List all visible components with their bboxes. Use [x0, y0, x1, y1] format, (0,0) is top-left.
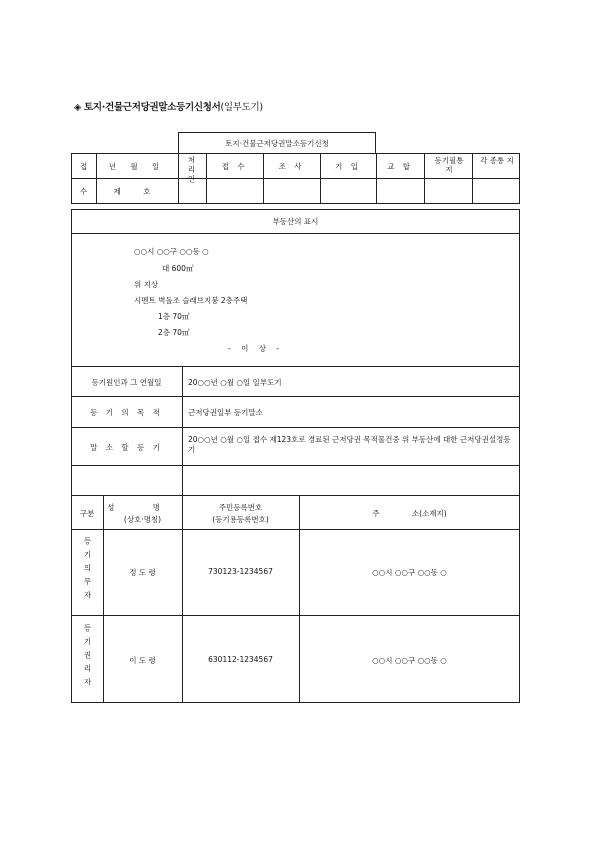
title-main: ◈ 토지·건물근저당권말소등기신청서: [74, 102, 221, 113]
col-deunggi-tongji: 등기필통 지: [434, 156, 464, 174]
cancel-value: 20○○년 ○월 ○일 접수 제123호로 경료된 근저당권 목적물건중 위 부동산에 대한 근저당권설정등기: [188, 435, 511, 454]
su-label: 수: [80, 187, 88, 196]
header-id: 주민등록번호: [218, 503, 263, 512]
header-gubun: 구분: [79, 509, 95, 518]
header-name-sub: (상호·명칭): [123, 515, 162, 524]
col-giip: 기 입: [335, 162, 361, 171]
col-gyohap: 교 합: [387, 162, 413, 171]
property-line-6: 2층 70㎡: [158, 328, 190, 337]
title-sub: (일부도기): [220, 102, 263, 113]
obligor-label: 등기의무자: [83, 537, 92, 605]
cancel-label: 말 소 할 등 기: [90, 443, 163, 452]
obligor-name: 정 도 령: [129, 568, 156, 577]
purpose-value: 근저당권일부 등기말소: [188, 408, 263, 417]
form-name: 토지·건물근저당권말소등기신청: [225, 139, 329, 148]
holder-name: 이 도 령: [129, 656, 156, 665]
col-josa: 조 사: [278, 162, 305, 171]
cheori-in-label: 처리인: [187, 156, 196, 185]
purpose-label: 등 기 의 목 적: [90, 408, 163, 417]
property-line-2: 대 600㎡: [162, 264, 194, 273]
property-line-3: 위 지상: [134, 280, 159, 289]
col-gakjong-tongji: 각 종통 지: [480, 156, 514, 165]
property-line-1: ○○시 ○○구 ○○동 ○: [134, 247, 209, 256]
property-header: 부동산의 표시: [272, 217, 319, 226]
col-jeopsu: 접 수: [221, 162, 248, 171]
no-label: 제 호: [113, 187, 161, 196]
cause-value: 20○○년 ○월 ○일 일부도기: [188, 378, 282, 387]
holder-label: 등기권리자: [83, 624, 92, 692]
holder-id: 630112-1234567: [208, 655, 273, 664]
property-line-7: - 이 상 -: [228, 344, 284, 353]
property-line-5: 1층 70㎡: [158, 312, 190, 321]
jeop-label: 접: [80, 162, 88, 171]
header-name: 성 명: [107, 503, 178, 512]
holder-address: ○○시 ○○구 ○○동 ○: [372, 656, 447, 665]
obligor-address: ○○시 ○○구 ○○동 ○: [372, 568, 447, 577]
obligor-id: 730123-1234567: [208, 567, 273, 576]
cause-label: 등기원인과 그 연월일: [91, 378, 162, 387]
header-id-sub: (등기용등록번호): [212, 515, 269, 524]
header-address: 주 소(소재지): [372, 509, 447, 518]
date-label: 년 월 일: [108, 162, 166, 171]
property-line-4: 시멘트 벽돌조 슬래브지붕 2층주택: [134, 296, 248, 305]
document-title: [74, 99, 263, 113]
